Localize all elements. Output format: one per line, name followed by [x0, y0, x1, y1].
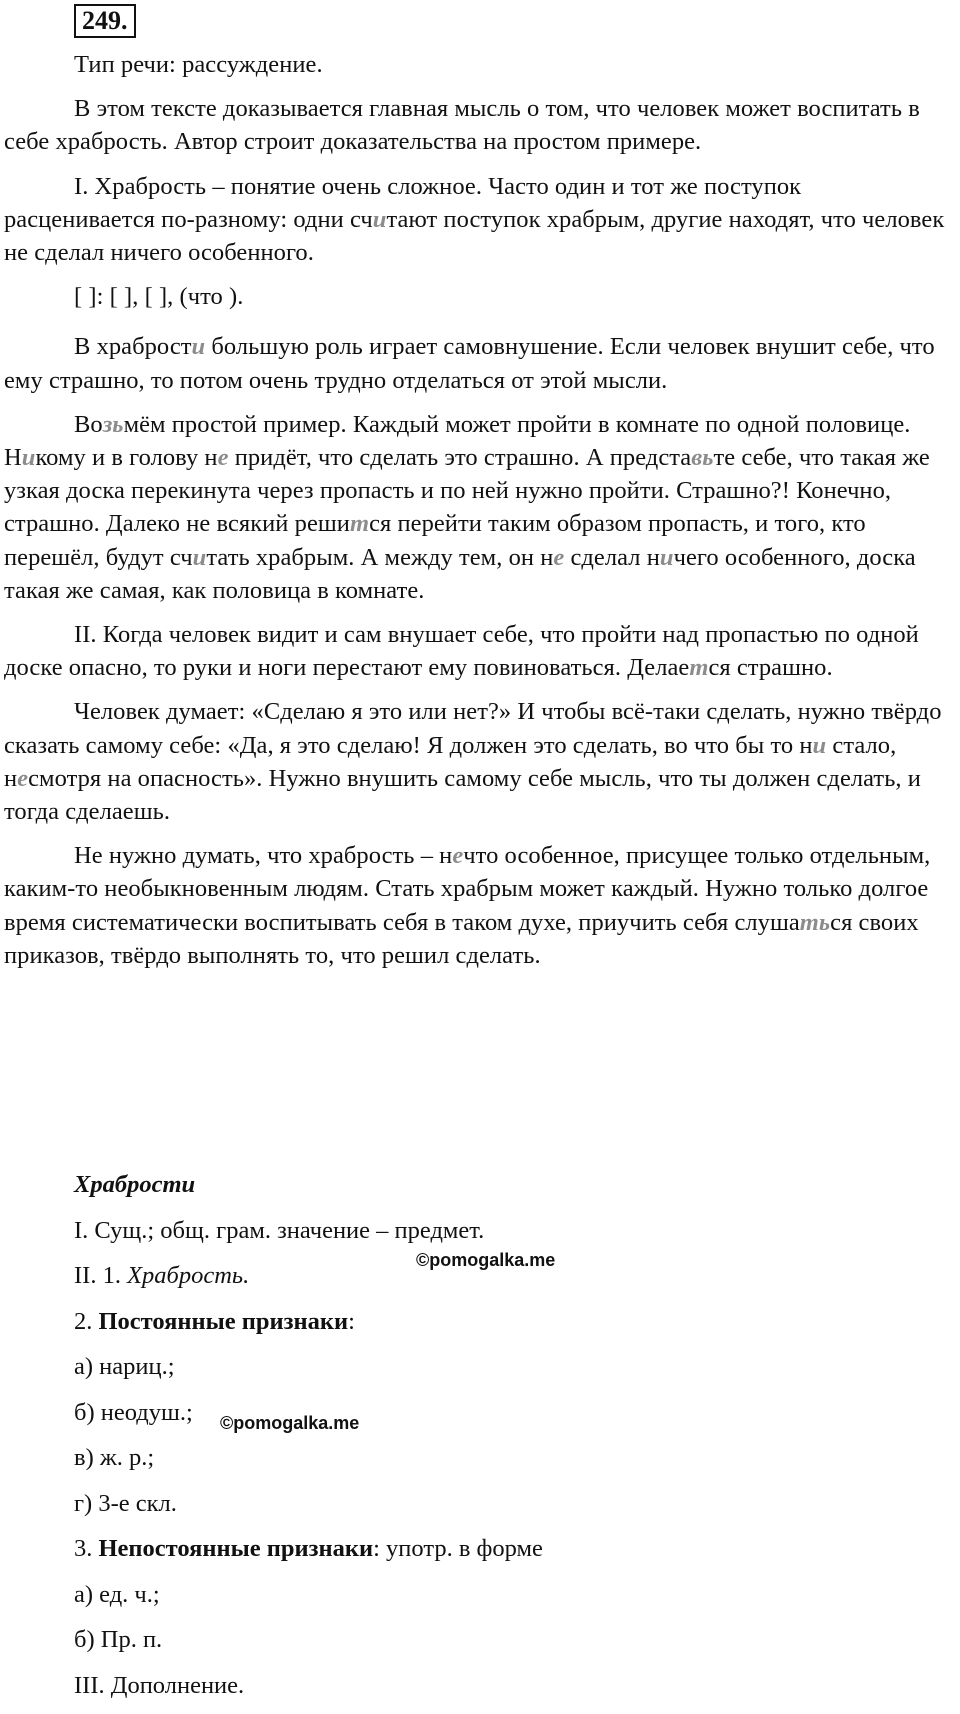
- text-paragraph: [4, 618, 954, 684]
- text-segment: ся своих приказов, твёрдо выполнять то, что решил сделать.: [4, 909, 919, 969]
- text-segment: В этом тексте доказывается главная мысль о том, что человек может воспитать в себе храбрость. Автор строит доказательства на простом примере.: [4, 95, 920, 155]
- text-segment: сделал н: [564, 544, 660, 571]
- highlighted-letter: ть: [800, 909, 830, 936]
- text-segment: ся перейти таким образом пропасть, и того, кто перешёл, будут сч: [4, 510, 866, 570]
- highlighted-letter: е: [218, 444, 229, 471]
- analysis-line-number: а) ед. ч.;: [74, 1578, 934, 1624]
- highlighted-letter: е: [452, 842, 463, 869]
- exercise-number: 249.: [74, 4, 136, 38]
- text-paragraph: [4, 48, 954, 81]
- text-segment: Человек думает: «Сделаю я это или нет?» И чтобы всё-таки сделать, нужно твёрдо сказать самому себе: «Да, я это сделаю! Я должен это сделать, во что бы то н: [4, 698, 942, 758]
- analysis-line-pos: I. Сущ.; общ. грам. значение – предмет.: [74, 1214, 934, 1260]
- text-segment: I. Храбрость – понятие очень сложное. Часто один и тот же поступок расценивается по-разному: одни сч: [4, 173, 801, 233]
- text-segment: тать храбрым. А между тем, он н: [206, 544, 553, 571]
- text-paragraph: [4, 695, 954, 828]
- analysis-line-syntax-role: III. Дополнение.: [74, 1669, 934, 1714]
- analysis-line-variable-features: [74, 1532, 934, 1578]
- text-segment: чего особенного, доска такая же самая, как половица в комнате.: [4, 544, 916, 604]
- highlighted-letter: вь: [691, 444, 713, 471]
- text-segment: смотря на опасность». Нужно внушить самому себе мысль, что ты должен сделать, и тогда сделаешь.: [4, 765, 921, 825]
- text-paragraph: [4, 92, 954, 158]
- highlighted-letter: и: [813, 732, 827, 759]
- constant-features-tail: :: [348, 1308, 355, 1335]
- watermark: ©pomogalka.me: [416, 1250, 555, 1271]
- highlighted-letter: т: [350, 510, 369, 537]
- text-paragraph: [4, 170, 954, 270]
- text-segment: те себе, что такая же узкая доска перекинута через пропасть и по ней нужно пройти. Страшно?! Конечно, страшно. Далеко не всякий реши: [4, 444, 930, 537]
- highlighted-letter: т: [689, 654, 708, 681]
- constant-features-num: 2.: [74, 1308, 99, 1335]
- watermark: ©pomogalka.me: [220, 1413, 359, 1434]
- text-segment: кому и в голову н: [35, 444, 217, 471]
- text-segment: что особенное, присущее только отдельным, каким-то необыкновенным людям. Стать храбрым может каждый. Нужно только долгое время систематически воспитывать себя в таком духе, приучить себя слуша: [4, 842, 930, 935]
- highlighted-letter: е: [17, 765, 28, 792]
- text-segment: мём простой пример. Каждый может пройти в комнате по одной половице. Н: [4, 411, 910, 471]
- analysis-line-case: б) Пр. п.: [74, 1623, 934, 1669]
- text-segment: большую роль играет самовнушение. Если человек внушит себе, что ему страшно, то потом очень трудно отделаться от этой мысли.: [4, 333, 935, 393]
- text-segment: ся страшно.: [708, 654, 832, 681]
- text-segment: стало, н: [4, 732, 896, 792]
- exercise-text: [4, 48, 954, 983]
- highlighted-letter: и: [660, 544, 674, 571]
- text-segment: В храброст: [74, 333, 192, 360]
- variable-features-heading: Непостоянные признаки: [99, 1535, 374, 1562]
- analysis-line-constant-features: [74, 1305, 934, 1351]
- highlighted-letter: и: [193, 544, 207, 571]
- constant-features-heading: Постоянные признаки: [99, 1308, 349, 1335]
- highlighted-letter: е: [553, 544, 564, 571]
- text-segment: тают поступок храбрым, другие находят, что человек не сделал ничего особенного.: [4, 206, 944, 266]
- initial-form-prefix: II. 1.: [74, 1262, 127, 1289]
- highlighted-letter: и: [22, 444, 36, 471]
- text-segment: [ ]: [ ], [ ], (что ).: [74, 283, 243, 310]
- initial-form-word: Храбрость.: [127, 1262, 249, 1289]
- variable-features-tail: : употр. в форме: [373, 1535, 543, 1562]
- text-paragraph: [4, 408, 954, 607]
- sentence-scheme: [4, 280, 954, 313]
- text-segment: придёт, что сделать это страшно. А предста: [229, 444, 692, 471]
- analysis-line-gender: в) ж. р.;: [74, 1441, 934, 1487]
- analysis-title: Храбрости: [74, 1168, 934, 1214]
- text-segment: Во: [74, 411, 103, 438]
- analysis-line-inanimate: б) неодуш.;: [74, 1396, 934, 1442]
- highlighted-letter: и: [192, 333, 206, 360]
- analysis-line-declension: г) 3-е скл.: [74, 1487, 934, 1533]
- text-segment: Не нужно думать, что храбрость – н: [74, 842, 452, 869]
- text-paragraph: [4, 839, 954, 972]
- text-paragraph: [4, 330, 954, 396]
- variable-features-num: 3.: [74, 1535, 99, 1562]
- text-segment: II. Когда человек видит и сам внушает себе, что пройти над пропастью по одной доске опасно, то руки и ноги перестают ему повиноваться. Делае: [4, 621, 919, 681]
- text-segment: Тип речи: рассуждение.: [74, 51, 323, 78]
- highlighted-letter: и: [373, 206, 387, 233]
- highlighted-letter: зь: [103, 411, 124, 438]
- analysis-line-common-noun: а) нариц.;: [74, 1350, 934, 1396]
